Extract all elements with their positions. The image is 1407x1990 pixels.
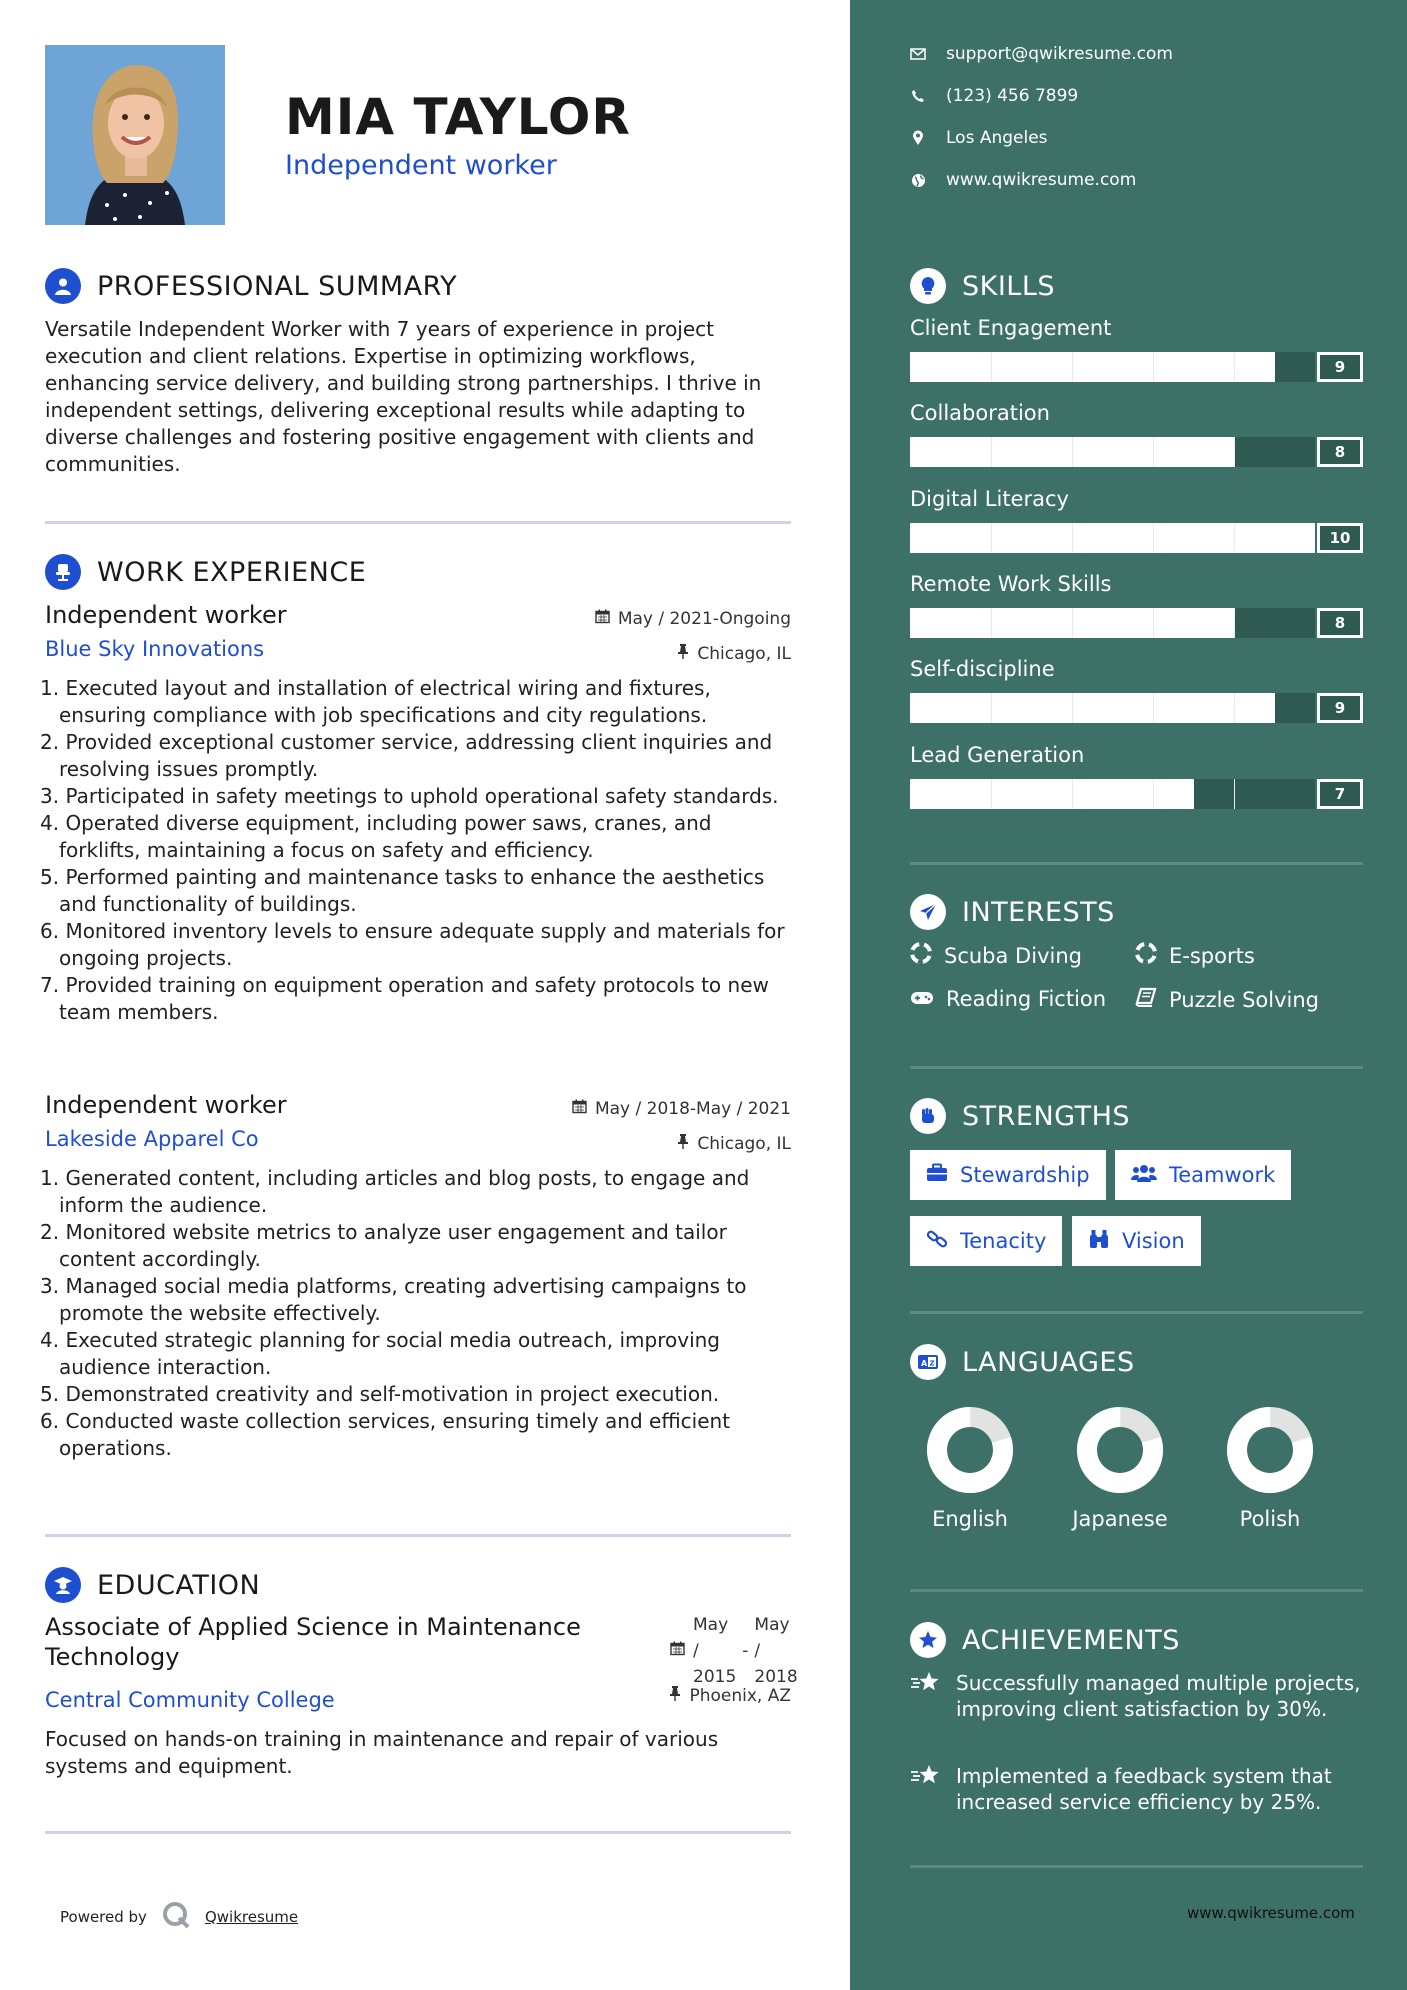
skill-segment-divider	[1072, 608, 1073, 638]
job-company: Blue Sky Innovations	[45, 637, 265, 661]
interests-title: INTERESTS	[962, 896, 1115, 928]
lifebuoy-icon	[1135, 942, 1157, 969]
skills-heading	[910, 268, 1055, 304]
skill-item: Client Engagement 9	[910, 316, 1363, 382]
job-duties	[40, 675, 791, 1026]
job-location: Chicago, IL	[677, 1134, 791, 1154]
paper-plane-icon	[910, 894, 946, 930]
contact-location: Los Angeles	[910, 128, 1048, 148]
section-divider	[910, 862, 1363, 865]
education-heading	[45, 1567, 260, 1603]
section-divider	[910, 1066, 1363, 1069]
list-item: 5. Demonstrated creativity and self-motivation in project execution.	[40, 1382, 720, 1406]
language-item	[910, 1405, 1030, 1531]
skill-item: Lead Generation 7	[910, 743, 1363, 809]
language-item	[1210, 1405, 1330, 1531]
fist-icon	[910, 1098, 946, 1134]
list-item: 7. Provided training on equipment operation and safety protocols to new team members.	[40, 973, 769, 1024]
list-item: 4. Operated diverse equipment, including power saws, cranes, and forklifts, maintaining a focus on safety and efficiency.	[40, 811, 712, 862]
education-entry	[45, 1612, 798, 1780]
user-icon	[45, 268, 81, 304]
calendar-icon	[670, 1641, 685, 1661]
skill-score: 9	[1317, 352, 1363, 382]
chair-icon	[45, 554, 81, 590]
map-marker-icon	[910, 130, 926, 146]
svg-text:Z: Z	[929, 1359, 935, 1368]
footer-site[interactable]: www.qwikresume.com	[1187, 1904, 1355, 1922]
skill-score: 10	[1317, 523, 1363, 553]
summary-title: PROFESSIONAL SUMMARY	[97, 270, 458, 302]
skill-segment-divider	[1234, 352, 1235, 382]
skill-segment-divider	[1234, 523, 1235, 553]
graduate-icon	[45, 1567, 81, 1603]
skill-score: 8	[1317, 608, 1363, 638]
section-divider	[45, 521, 791, 524]
list-item: 5. Performed painting and maintenance tasks to enhance the aesthetics and functionality of buildings.	[40, 865, 765, 916]
achievements-title: ACHIEVEMENTS	[962, 1624, 1180, 1656]
skill-segment-divider	[1153, 352, 1154, 382]
skill-segment-divider	[1153, 523, 1154, 553]
skill-fill	[910, 779, 1194, 809]
strength-tag: Stewardship	[910, 1150, 1106, 1200]
language-ring	[1075, 1405, 1165, 1495]
list-item: 1. Generated content, including articles and blog posts, to engage and inform the audience.	[40, 1166, 750, 1217]
link-icon	[926, 1228, 948, 1255]
skills-title: SKILLS	[962, 270, 1056, 302]
skill-segment-divider	[991, 693, 992, 723]
section-divider	[910, 1589, 1363, 1592]
footer-powered: Powered by Qwikresume	[60, 1900, 298, 1934]
strength-tag: Vision	[1072, 1216, 1201, 1266]
calendar-icon	[595, 609, 610, 629]
list-item: 6. Monitored inventory levels to ensure adequate supply and materials for ongoing projects.	[40, 919, 785, 970]
skill-fill	[910, 523, 1315, 553]
skill-segment-divider	[1072, 779, 1073, 809]
skill-segment-divider	[1072, 352, 1073, 382]
skill-segment-divider	[1072, 693, 1073, 723]
skill-bar	[910, 437, 1363, 467]
skill-score: 9	[1317, 693, 1363, 723]
job-duties	[40, 1165, 791, 1462]
skill-score: 8	[1317, 437, 1363, 467]
skill-item: Digital Literacy 10	[910, 487, 1363, 553]
summary-text: Versatile Independent Worker with 7 years of experience in project execution and client relations. Expertise in optimizing workflows, enhancing service delivery, and building strong partnerships. I thrive in independent settings, delivering exceptional results while adapting to diverse challenges and fostering positive engagement with clients and communities.	[45, 317, 762, 476]
star-badge-icon	[910, 1622, 946, 1658]
language-ring	[925, 1405, 1015, 1495]
languages-heading	[910, 1344, 1135, 1380]
skill-item: Collaboration 8	[910, 401, 1363, 467]
skill-fill	[910, 693, 1275, 723]
interest-item: Reading Fiction	[910, 987, 1106, 1011]
education-location: Phoenix, AZ	[669, 1686, 791, 1706]
skill-bar	[910, 779, 1363, 809]
school-name: Central Community College	[45, 1688, 335, 1712]
users-icon	[1131, 1163, 1157, 1188]
skill-bar	[910, 693, 1363, 723]
skill-item: Self-discipline 9	[910, 657, 1363, 723]
education-description: Focused on hands-on training in maintenance and repair of various systems and equipment.	[45, 1727, 719, 1778]
skill-segment-divider	[991, 352, 992, 382]
skill-segment-divider	[1234, 693, 1235, 723]
pin-icon	[677, 1134, 689, 1154]
list-item: 3. Managed social media platforms, creating advertising campaigns to promote the website effectively.	[40, 1274, 747, 1325]
job-dates: May / 2021-Ongoing	[595, 609, 791, 629]
skill-segment-divider	[1234, 779, 1235, 809]
job-role: Independent worker	[45, 601, 287, 629]
list-item: 6. Conducted waste collection services, ensuring timely and efficient operations.	[40, 1409, 731, 1460]
profile-photo	[45, 45, 225, 225]
pin-icon	[677, 644, 689, 664]
skill-segment-divider	[1234, 437, 1235, 467]
skill-score: 7	[1317, 779, 1363, 809]
language-name: English	[932, 1507, 1008, 1531]
candidate-title: Independent worker	[285, 150, 557, 181]
briefcase-icon	[926, 1163, 948, 1188]
lightbulb-icon	[910, 268, 946, 304]
strength-tag: Tenacity	[910, 1216, 1062, 1266]
achievements-heading	[910, 1622, 1180, 1658]
skill-segment-divider	[991, 779, 992, 809]
contact-website[interactable]: www.qwikresume.com	[910, 170, 1136, 190]
achievement-item: Implemented a feedback system that increased service efficiency by 25%.	[910, 1763, 1363, 1815]
envelope-icon	[910, 46, 926, 62]
qwikresume-logo-icon	[161, 1900, 191, 1934]
skill-segment-divider	[1153, 608, 1154, 638]
skill-segment-divider	[1072, 523, 1073, 553]
skill-segment-divider	[991, 437, 992, 467]
summary-heading	[45, 268, 457, 304]
calendar-icon	[572, 1099, 587, 1119]
language-name: Japanese	[1072, 1507, 1168, 1531]
list-item: 4. Executed strategic planning for social media outreach, improving audience interaction.	[40, 1328, 720, 1379]
skill-bar	[910, 608, 1363, 638]
candidate-name: MIA TAYLOR	[285, 88, 631, 146]
section-divider	[910, 1865, 1363, 1868]
degree-name: Associate of Applied Science in Maintenance Technology	[45, 1613, 581, 1671]
skill-segment-divider	[1072, 437, 1073, 467]
strength-tag: Teamwork	[1115, 1150, 1291, 1200]
lifebuoy-icon	[910, 942, 932, 969]
list-item: 2. Monitored website metrics to analyze user engagement and tailor content accordingly.	[40, 1220, 727, 1271]
job-entry	[40, 601, 791, 1026]
phone-icon	[910, 88, 926, 104]
education-dates: May / 2015 - May / 2018	[670, 1612, 798, 1690]
job-entry	[40, 1091, 791, 1462]
job-dates: May / 2018-May / 2021	[572, 1099, 791, 1119]
section-divider	[45, 1534, 791, 1537]
languages-title: LANGUAGES	[962, 1346, 1135, 1378]
strengths-title: STRENGTHS	[962, 1100, 1131, 1132]
list-item: 3. Participated in safety meetings to uphold operational safety standards.	[40, 784, 779, 808]
section-divider	[45, 1831, 791, 1834]
binoculars-icon	[1088, 1228, 1110, 1255]
job-role: Independent worker	[45, 1091, 287, 1119]
section-divider	[910, 1311, 1363, 1314]
job-location: Chicago, IL	[677, 644, 791, 664]
skill-bar	[910, 352, 1363, 382]
interests-heading	[910, 894, 1115, 930]
language-item	[1060, 1405, 1180, 1531]
star-icon	[910, 1763, 942, 1815]
book-icon	[1135, 987, 1157, 1012]
language-ring	[1225, 1405, 1315, 1495]
globe-icon	[910, 172, 926, 188]
language-name: Polish	[1239, 1507, 1301, 1531]
list-item: 1. Executed layout and installation of electrical wiring and fixtures, ensuring compliance with job specifications and city regulations.	[40, 676, 711, 727]
achievement-item: Successfully managed multiple projects, improving client satisfaction by 30%.	[910, 1670, 1363, 1722]
pin-icon	[669, 1686, 681, 1706]
skill-fill	[910, 352, 1275, 382]
skill-segment-divider	[1234, 608, 1235, 638]
svg-text:A: A	[921, 1359, 928, 1368]
brand-link[interactable]: Qwikresume	[204, 1908, 299, 1926]
interest-item: Scuba Diving	[910, 942, 1082, 969]
experience-heading	[45, 554, 366, 590]
education-title: EDUCATION	[97, 1569, 261, 1601]
strengths-heading	[910, 1098, 1130, 1134]
skill-segment-divider	[1153, 779, 1154, 809]
skill-segment-divider	[991, 608, 992, 638]
skill-item: Remote Work Skills 8	[910, 572, 1363, 638]
contact-email[interactable]: support@qwikresume.com	[910, 44, 1173, 64]
interest-item: E-sports	[1135, 942, 1255, 969]
star-icon	[910, 1670, 942, 1722]
gamepad-icon	[910, 987, 934, 1011]
skill-segment-divider	[1153, 693, 1154, 723]
skill-segment-divider	[1153, 437, 1154, 467]
translate-icon	[910, 1344, 946, 1380]
interest-item: Puzzle Solving	[1135, 987, 1319, 1012]
contact-phone[interactable]: (123) 456 7899	[910, 86, 1078, 106]
experience-title: WORK EXPERIENCE	[97, 556, 367, 588]
skill-bar	[910, 523, 1363, 553]
list-item: 2. Provided exceptional customer service, addressing client inquiries and resolving issues promptly.	[40, 730, 773, 781]
skill-segment-divider	[991, 523, 992, 553]
job-company: Lakeside Apparel Co	[45, 1127, 259, 1151]
